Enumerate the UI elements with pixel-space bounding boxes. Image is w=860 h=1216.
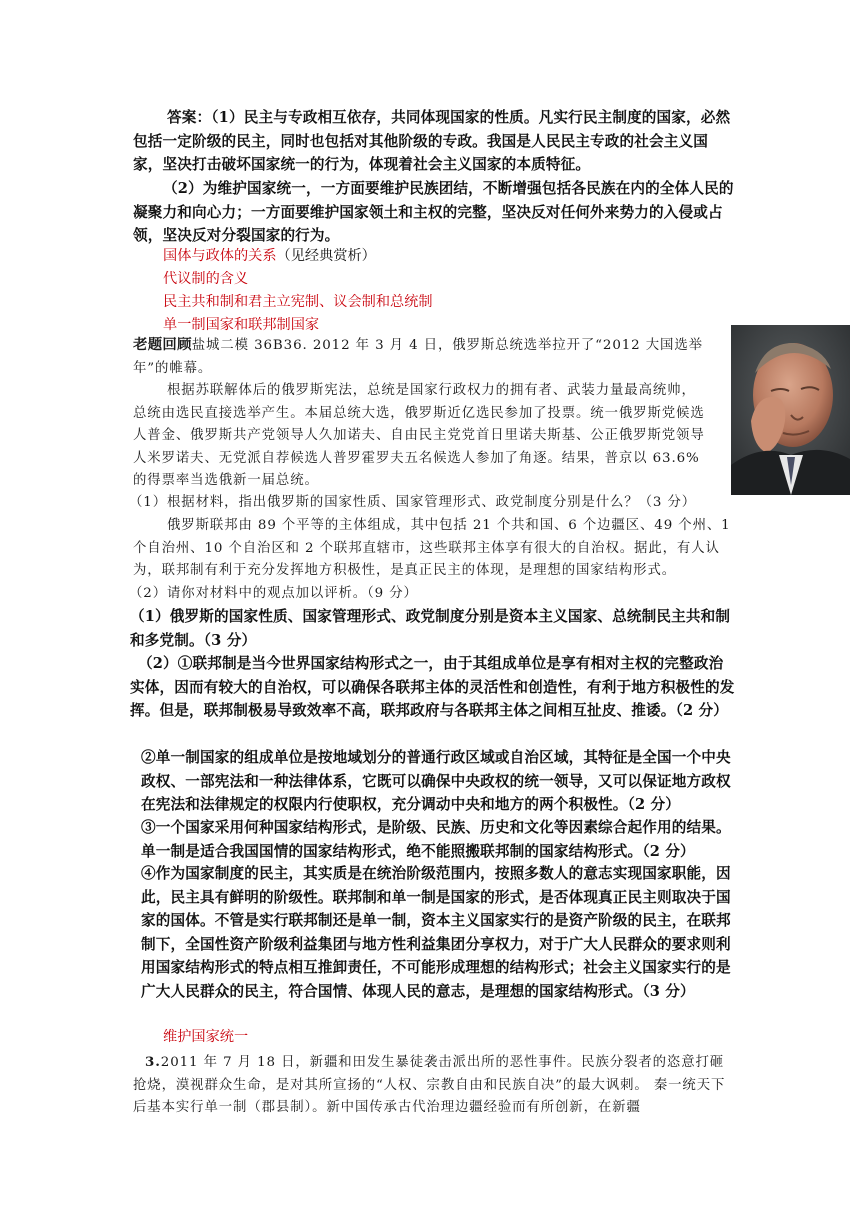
question-lead-text: 盐城二模 36B36. 2012 年 3 月 4 日，俄罗斯总统选举拉开了“2012 大国选举年”的帷幕。 [133, 338, 703, 376]
portrait-photo [731, 325, 850, 495]
question-lead-label: 老题回顾 [133, 336, 192, 353]
section-text: 2011 年 7 月 18 日，新疆和田发生暴徒袭击派出所的恶性事件。民族分裂者的恣意打砸抢烧，漠视群众生命，是对其所宣扬的“人权、宗教自由和民族自决”的最大讽刺。 秦一统天下后基本实行单一制（郡县制）。新中国传承古代治理边疆经验而有所创新，在新疆 [133, 1055, 726, 1115]
answer2-4: ③一个国家采用何种国家结构形式，是阶级、民族、历史和文化等因素综合起作用的结果。单一制是适合我国国情的国家结构形式，绝不能照搬联邦制的国家结构形式。（2 分） [141, 819, 731, 860]
section-number: 3. [145, 1054, 161, 1070]
topic-state-and-polity-label: 国体与政体的关系 [163, 248, 277, 264]
answer2-3: ②单一制国家的组成单位是按地域划分的普通行政区域或自治区域，其特征是全国一个中央政权、一部宪法和一种法律体系，它既可以确保中央政权的统一领导，又可以保证地方政权在宪法和法律规定的权限内行使职权，充分调动中央和地方的两个积极性。（2 分） [141, 749, 731, 813]
topic-republic-monarchy: 民主共和制和君主立宪制、议会制和总统制 [163, 294, 433, 310]
section-paragraph [133, 1051, 737, 1120]
material-2: 俄罗斯联邦由 89 个平等的主体组成，其中包括 21 个共和国、6 个边疆区、49 个州、1 个自治州、10 个自治区和 2 个联邦直辖市，这些联邦主体享有很大的自治权。据此，有人认为，联邦制有利于充分发挥地方积极性，是真正民主的体现，是理想的国家结构形式。 [133, 518, 731, 578]
answer-paragraph-1: 答案：（1）民主与专政相互依存，共同体现国家的性质。凡实行民主制度的国家，必然包括一定阶级的民主，同时也包括对其他阶级的专政。我国是人民民主专政的社会主义国家，坚决打击破坏国家统一的行为，体现着社会主义国家的本质特征。 [133, 109, 731, 173]
answer2-1: （1）俄罗斯的国家性质、国家管理形式、政党制度分别是资本主义国家、总统制民主共和制和多党制。（3 分） [130, 608, 731, 649]
material-1: 根据苏联解体后的俄罗斯宪法，总统是国家行政权力的拥有者、武装力量最高统帅，总统由选民直接选举产生。本届总统大选，俄罗斯近亿选民参加了投票。统一俄罗斯党候选人普金、俄罗斯共产党领导人久加诺夫、自由民主党党首日里诺夫斯基、公正俄罗斯党领导人米罗诺夫、无党派自荐候选人普罗霍罗夫五名候选人参加了角逐。结果，普京以 63.6%的得票率当选俄新一届总统。 [133, 383, 705, 488]
question-lead [133, 334, 729, 380]
section-heading: 维护国家统一 [163, 1029, 249, 1045]
question-1: （1）根据材料，指出俄罗斯的国家性质、国家管理形式、政党制度分别是什么？（3 分） [129, 495, 697, 510]
topic-note: （见经典赏析） [276, 248, 376, 264]
topic-state-and-polity [163, 245, 376, 268]
question-2: （2）请你对材料中的观点加以评析。（9 分） [129, 586, 418, 601]
answer-paragraph-2: （2）为维护国家统一，一方面要维护民族团结，不断增强包括各民族在内的全体人民的凝聚力和向心力；一方面要维护国家领土和主权的完整，坚决反对任何外来势力的入侵或占领，坚决反对分裂国家的行为。 [133, 180, 734, 244]
topic-unitary-federal: 单一制国家和联邦制国家 [163, 317, 320, 333]
answer2-5: ④作为国家制度的民主，其实质是在统治阶级范围内，按照多数人的意志实现国家职能，因此，民主具有鲜明的阶级性。联邦制和单一制是国家的形式，是否体现真正民主则取决于国家的国体。不管是实行联邦制还是单一制，资本主义国家实行的是资产阶级的民主，在联邦制下，全国性资产阶级利益集团与地方性利益集团分享权力，对于广大人民群众的要求则利用国家结构形式的特点相互推卸责任，不可能形成理想的结构形式；社会主义国家实行的是广大人民群众的民主，符合国情、体现人民的意志，是理想的国家结构形式。（3 分） [141, 865, 731, 1000]
answer2-2: （2）①联邦制是当今世界国家结构形式之一，由于其组成单位是享有相对主权的完整政治实体，因而有较大的自治权，可以确保各联邦主体的灵活性和创造性，有利于地方积极性的发挥。但是，联邦制极易导致效率不高，联邦政府与各联邦主体之间相互扯皮、推诿。（2 分） [130, 655, 735, 719]
topic-representative-system: 代议制的含义 [163, 271, 249, 287]
